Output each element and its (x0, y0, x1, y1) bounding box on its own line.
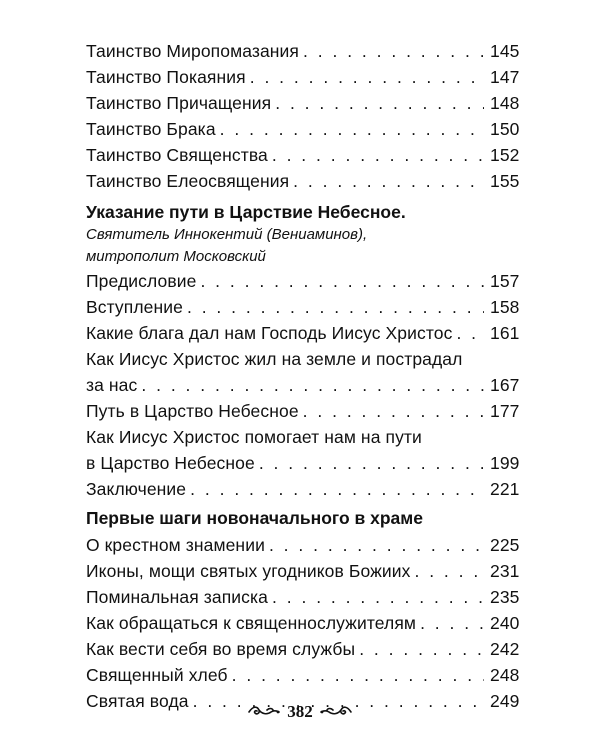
toc-entry[interactable] (86, 294, 520, 320)
section-path-to-heaven (86, 200, 520, 502)
entry-title: Путь в Царство Небесное (86, 401, 299, 421)
leader-dots (141, 372, 484, 398)
entry-title: Таинство Миропомазания (86, 41, 300, 61)
section-heading: Указание пути в Царствие Небесное. (86, 202, 406, 222)
toc-entry[interactable] (86, 64, 520, 90)
entry-title: Предисловие (86, 271, 197, 291)
leader-dots (220, 116, 484, 142)
leader-dots (275, 90, 484, 116)
leader-dots (420, 610, 484, 636)
entry-title: Таинство Священства (86, 145, 268, 165)
toc-entry[interactable] (86, 610, 520, 636)
flourish-ornament-icon (247, 705, 281, 719)
toc-entry[interactable] (86, 346, 520, 398)
leader-dots (269, 532, 484, 558)
entry-line2 (86, 372, 520, 398)
entry-title: Таинство Брака (86, 119, 216, 139)
entry-page: 147 (490, 67, 520, 87)
entry-page: 248 (490, 665, 520, 685)
entry-title: Какие блага дал нам Господь Иисус Христос (86, 323, 453, 343)
leader-dots (456, 320, 486, 346)
toc-entry[interactable] (86, 476, 520, 502)
toc-entry[interactable] (86, 424, 520, 476)
leader-dots (187, 294, 484, 320)
toc-entry[interactable] (86, 320, 520, 346)
toc-entry[interactable] (86, 268, 520, 294)
entry-page: 199 (490, 453, 520, 473)
leader-dots (272, 142, 484, 168)
toc-entry[interactable] (86, 142, 520, 168)
entry-title: О крестном знамении (86, 535, 265, 555)
section-heading: Первые шаги новоначального в храме (86, 508, 423, 528)
toc-entry[interactable] (86, 532, 520, 558)
flourish-ornament-icon (319, 705, 353, 719)
leader-dots (190, 476, 484, 502)
leader-dots (293, 168, 484, 194)
leader-dots (250, 64, 484, 90)
leader-dots (359, 636, 484, 662)
entry-title-line1: Как Иисус Христос жил на земле и пострадал (86, 349, 463, 369)
entry-title: Святая вода (86, 691, 189, 711)
toc-entry[interactable] (86, 38, 520, 64)
toc-entry[interactable] (86, 398, 520, 424)
toc-entry[interactable] (86, 558, 520, 584)
entry-page: 148 (490, 93, 520, 113)
entry-page: 167 (490, 375, 520, 395)
entry-page: 155 (490, 171, 520, 191)
entry-title: Как обращаться к священнослужителям (86, 613, 417, 633)
entry-page: 231 (490, 561, 520, 581)
entry-page: 221 (490, 479, 520, 499)
leader-dots (272, 584, 484, 610)
entry-line2 (86, 450, 520, 476)
entry-page: 225 (490, 535, 520, 555)
toc-entry[interactable] (86, 116, 520, 142)
toc-entry[interactable] (86, 636, 520, 662)
section-author-line: Святитель Иннокентий (Вениаминов), (86, 226, 368, 243)
entry-title: Священный хлеб (86, 665, 228, 685)
leader-dots (232, 662, 484, 688)
toc-entry[interactable] (86, 90, 520, 116)
table-of-contents (86, 38, 520, 714)
entry-title: Иконы, мощи святых угодников Божиих (86, 561, 411, 581)
entry-title: Поминальная записка (86, 587, 269, 607)
leader-dots (200, 268, 484, 294)
entry-page: 177 (490, 401, 520, 421)
entry-page: 158 (490, 297, 520, 317)
toc-entry[interactable] (86, 584, 520, 610)
section-first-steps (86, 506, 520, 714)
entry-title: Заключение (86, 479, 187, 499)
entry-page: 242 (490, 639, 520, 659)
entry-page: 249 (490, 691, 520, 711)
page-number: 382 (287, 702, 313, 721)
entry-page: 145 (490, 41, 520, 61)
section-sacraments (86, 38, 520, 194)
leader-dots (414, 558, 484, 584)
entry-title: Таинство Елеосвящения (86, 171, 290, 191)
entry-title: Таинство Причащения (86, 93, 272, 113)
entry-title: Как вести себя во время службы (86, 639, 356, 659)
entry-page: 152 (490, 145, 520, 165)
entry-title-line2: в Царство Небесное (86, 453, 255, 473)
entry-title: Вступление (86, 297, 183, 317)
toc-entry[interactable] (86, 662, 520, 688)
entry-title-line2: за нас (86, 375, 138, 395)
section-author-line: митрополит Московский (86, 248, 266, 265)
leader-dots (259, 450, 484, 476)
entry-page: 161 (490, 323, 520, 343)
entry-title: Таинство Покаяния (86, 67, 246, 87)
entry-page: 150 (490, 119, 520, 139)
entry-page: 240 (490, 613, 520, 633)
toc-entry[interactable] (86, 168, 520, 194)
entry-page: 157 (490, 271, 520, 291)
page-footer (0, 702, 600, 722)
leader-dots (303, 398, 484, 424)
entry-page: 235 (490, 587, 520, 607)
leader-dots (303, 38, 484, 64)
entry-title-line1: Как Иисус Христос помогает нам на пути (86, 427, 422, 447)
